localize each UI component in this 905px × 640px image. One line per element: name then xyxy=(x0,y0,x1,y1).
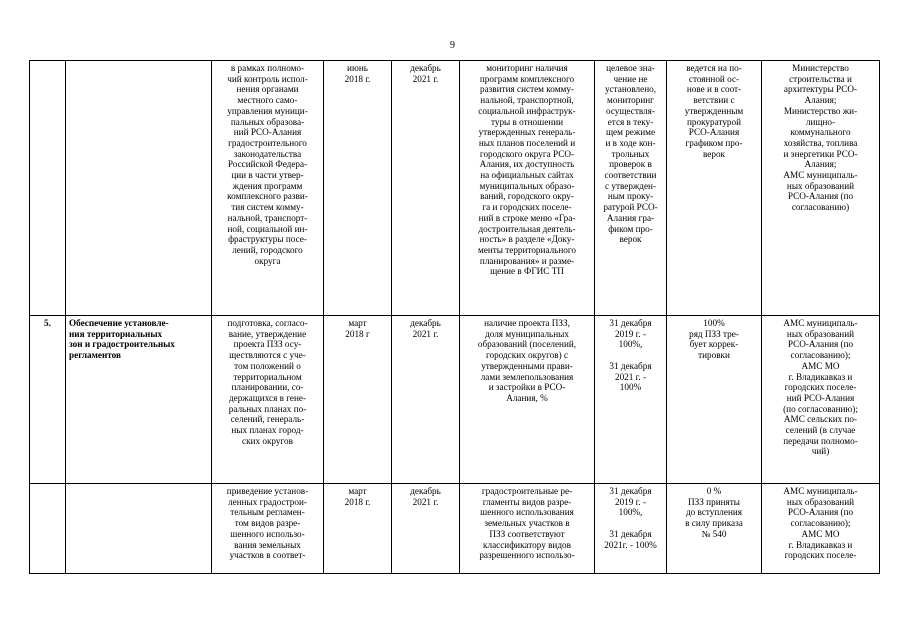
target-value-line: мониторинг xyxy=(607,95,654,106)
action-text-line: том положений о xyxy=(234,360,301,371)
target-value-line xyxy=(598,350,663,361)
end-date-line: декабрь xyxy=(410,63,441,73)
responsible-party-line: АМС МО xyxy=(801,528,840,539)
action-text-line: шенного использо- xyxy=(230,528,305,539)
responsible-party-line: АМС муниципаль- xyxy=(783,318,858,328)
measure-name-cell xyxy=(66,316,212,484)
responsible-party-line: Алания; xyxy=(804,95,837,106)
responsible-party-line: РСО-Алания (по xyxy=(787,191,854,202)
page-number: 9 xyxy=(450,40,455,51)
indicator-text-line: социальной инфраструк- xyxy=(478,105,576,116)
indicator-text-line: планирования» и разме- xyxy=(479,255,575,266)
target-value-line: 31 декабря xyxy=(609,528,652,539)
target-value-line: ратурой РСО- xyxy=(603,202,658,213)
responsible-party-line: РСО-Алания (по xyxy=(787,507,854,518)
action-text-line: нальной, транспорт- xyxy=(227,212,308,223)
target-value-line: верок xyxy=(619,234,642,245)
responsible-party-line: ных образований xyxy=(786,328,855,339)
responsible-party-line: коммунального xyxy=(790,127,851,138)
responsible-party-line: согласованию); xyxy=(790,518,851,529)
status-text-line: в силу приказа xyxy=(685,518,743,529)
action-text-line: держащихся в гене- xyxy=(228,392,307,403)
table-row xyxy=(30,61,880,316)
action-text-line: градостроительного xyxy=(228,137,307,148)
indicator-text-line: Алания, их доступность xyxy=(479,159,575,170)
target-value-line: 2019 г. - xyxy=(614,496,647,507)
indicator-text-line: гламенты видов разре- xyxy=(482,496,572,507)
action-text-line: проекта ПЗЗ осу- xyxy=(233,339,302,350)
action-text-line: управления муници- xyxy=(227,105,308,116)
target-value-line: проверок в xyxy=(609,159,652,170)
action-text-cell xyxy=(212,484,324,574)
status-text-line: РСО-Алания xyxy=(688,127,740,138)
indicator-text-line: мониторинг наличия xyxy=(486,63,568,73)
indicator-text-line: ность» в разделе «Доку- xyxy=(479,234,575,245)
status-text-cell xyxy=(667,61,762,316)
responsible-party-cell xyxy=(762,61,880,316)
indicator-text-line: ных планов поселений и xyxy=(478,137,576,148)
indicator-text-line: земельных участков в xyxy=(484,518,570,529)
target-value-line: 31 декабря xyxy=(609,318,652,328)
indicator-text-line: на официальных сайтах xyxy=(480,170,574,181)
measure-name-cell xyxy=(66,484,212,574)
responsible-party-line: строительства и xyxy=(789,73,852,84)
indicator-text-line: городского округа РСО- xyxy=(479,148,575,159)
target-value-line: с утвержден- xyxy=(604,180,657,191)
responsible-party-cell xyxy=(762,484,880,574)
target-value-line: щем режиме xyxy=(605,127,656,138)
status-text-line: ведется на по- xyxy=(686,63,742,73)
status-text-line: 100% xyxy=(703,318,725,328)
plan-table xyxy=(29,60,880,574)
responsible-party-line: согласованию) xyxy=(791,202,850,213)
responsible-party-line: АМС муниципаль- xyxy=(783,170,858,181)
target-value-line: 2021 г. - xyxy=(614,371,647,382)
status-text-line: ПЗЗ приняты xyxy=(688,496,740,507)
target-value-line: трольных xyxy=(611,148,650,159)
action-text-line: лений, городского xyxy=(232,244,303,255)
action-text-line: приведение установ- xyxy=(226,486,309,496)
target-value-cell xyxy=(595,61,667,316)
indicator-text-line: градостроительные ре- xyxy=(481,486,573,496)
responsible-party-line: Министерство жи- xyxy=(783,105,858,116)
indicator-text-line: туры в отношении xyxy=(490,116,564,127)
indicator-text-line: га и городских поселе- xyxy=(482,202,572,213)
responsible-party-line: чий) xyxy=(811,446,830,457)
status-text-line: ветствии с xyxy=(693,95,735,106)
target-value-line: ным проку- xyxy=(607,191,654,202)
responsible-party-line: АМС сельских по- xyxy=(783,414,858,425)
status-text-line: верок xyxy=(702,148,725,159)
indicator-text-line: лами землепользования xyxy=(480,371,574,382)
target-value-line: 2021г. - 100% xyxy=(604,539,657,550)
indicator-text-cell xyxy=(460,61,595,316)
indicator-text-line: шенного использования xyxy=(480,507,574,518)
target-value-line: 100% xyxy=(619,382,642,393)
target-value-line: 100%, xyxy=(618,339,643,350)
responsible-party-line: г. Владикавказ и xyxy=(788,539,853,550)
target-value-line xyxy=(598,518,663,529)
action-text-line: территориальном xyxy=(233,371,302,382)
action-text-line: участков в соответ- xyxy=(229,550,306,561)
start-date-line: июнь xyxy=(347,63,368,73)
action-text-line: подготовка, согласо- xyxy=(227,318,308,328)
target-value-line: 2019 г. - xyxy=(614,328,647,339)
measure-name-cell xyxy=(66,61,212,316)
target-value-cell xyxy=(595,316,667,484)
indicator-text-line: утвержденными прави- xyxy=(481,360,573,371)
responsible-party-line: РСО-Алания (по xyxy=(787,339,854,350)
indicator-text-cell xyxy=(460,484,595,574)
measure-name-line: Обеспечение установле- xyxy=(69,318,169,328)
status-text-line: стоянной ос- xyxy=(688,73,740,84)
action-text-line: ских округов xyxy=(242,435,293,446)
responsible-party-line: городских поселе- xyxy=(784,550,857,561)
action-text-line: вание, утверждение xyxy=(228,328,307,339)
action-text-line: ленных градострои- xyxy=(228,496,307,507)
action-text-line: законодательства xyxy=(233,148,302,159)
end-date-line: 2021 г. xyxy=(412,73,439,84)
action-text-line: пальных образова- xyxy=(230,116,305,127)
measure-name-line: регламентов xyxy=(69,350,121,361)
start-date-cell xyxy=(324,316,392,484)
target-value-line: установлено, xyxy=(604,84,657,95)
indicator-text-line: и застройки в РСО- xyxy=(488,382,566,393)
action-text-line: округа xyxy=(254,255,281,266)
target-value-cell xyxy=(595,484,667,574)
row-number-cell: 5. xyxy=(30,316,66,484)
action-text-line: Российской Федера- xyxy=(227,159,308,170)
status-text-line: ряд ПЗЗ тре- xyxy=(689,328,739,339)
responsible-party-line: Министерство xyxy=(792,63,849,73)
indicator-text-line: наличие проекта ПЗЗ, xyxy=(484,318,570,328)
action-text-cell xyxy=(212,316,324,484)
action-text-line: комплексного разви- xyxy=(227,191,308,202)
status-text-line: 0 % xyxy=(706,486,722,496)
target-value-line: и в ходе кон- xyxy=(605,137,656,148)
action-text-line: фраструктуры посе- xyxy=(228,234,307,245)
action-text-line: чий контроль испол- xyxy=(227,73,308,84)
responsible-party-line: ных образований xyxy=(786,180,855,191)
action-text-line: вания земельных xyxy=(234,539,301,550)
end-date-line: 2021 г. xyxy=(412,328,439,339)
status-text-line: утвержденным xyxy=(684,105,744,116)
indicator-text-line: ПЗЗ соответствуют xyxy=(489,528,565,539)
responsible-party-line: г. Владикавказ и xyxy=(788,371,853,382)
action-text-line: тельным регламен- xyxy=(230,507,305,518)
action-text-cell xyxy=(212,61,324,316)
indicator-text-line: утвержденных генераль- xyxy=(478,127,576,138)
responsible-party-line: Алания; xyxy=(804,159,837,170)
end-date-cell xyxy=(392,316,460,484)
action-text-line: ний РСО-Алания xyxy=(233,127,302,138)
start-date-cell xyxy=(324,61,392,316)
end-date-line: декабрь xyxy=(410,486,441,496)
end-date-cell xyxy=(392,61,460,316)
action-text-line: ции в части утвер- xyxy=(231,170,304,181)
target-value-line: 31 декабря xyxy=(609,486,652,496)
responsible-party-line: (по согласованию); xyxy=(783,403,858,414)
indicator-text-line: разрешенного использо- xyxy=(479,550,575,561)
indicator-text-line: ваний, городского окру- xyxy=(480,191,574,202)
action-text-line: нения органами xyxy=(236,84,299,95)
responsible-party-line: хозяйства, топлива xyxy=(783,137,858,148)
target-value-line: 31 декабря xyxy=(609,360,652,371)
indicator-text-line: образований (поселений, xyxy=(477,339,577,350)
start-date-line: 2018 г. xyxy=(344,496,371,507)
action-text-line: ральных планах по- xyxy=(228,403,307,414)
action-text-line: селений, генераль- xyxy=(230,414,305,425)
responsible-party-line: селений (в случае xyxy=(785,425,856,436)
indicator-text-line: достроительная деятель- xyxy=(478,223,576,234)
indicator-text-line: развития систем комму- xyxy=(480,84,574,95)
start-date-line: март xyxy=(348,486,367,496)
responsible-party-line: лищно- xyxy=(805,116,836,127)
start-date-cell xyxy=(324,484,392,574)
row-number-cell xyxy=(30,484,66,574)
target-value-line: осуществля- xyxy=(606,105,655,116)
status-text-line: нове и в соот- xyxy=(686,84,742,95)
responsible-party-line: ных образований xyxy=(786,496,855,507)
action-text-line: ных планах город- xyxy=(231,425,304,436)
target-value-line: Алания гра- xyxy=(606,212,655,223)
responsible-party-line: ний РСО-Алания xyxy=(786,392,855,403)
end-date-line: декабрь xyxy=(410,318,441,328)
target-value-line: чение не xyxy=(613,73,648,84)
indicator-text-line: программ комплексного xyxy=(479,73,575,84)
target-value-line: ется в теку- xyxy=(607,116,654,127)
responsible-party-line: архитектуры РСО- xyxy=(783,84,858,95)
responsible-party-line: согласованию); xyxy=(790,350,851,361)
responsible-party-cell xyxy=(762,316,880,484)
status-text-line: до вступления xyxy=(685,507,743,518)
start-date-line: 2018 г. xyxy=(344,73,371,84)
action-text-line: местного само- xyxy=(237,95,298,106)
indicator-text-line: ний в строке меню «Гра- xyxy=(478,212,576,223)
responsible-party-line: АМС МО xyxy=(801,360,840,371)
indicator-text-line: нальной, транспортной, xyxy=(480,95,574,106)
indicator-text-line: менты территориального xyxy=(477,244,577,255)
end-date-cell xyxy=(392,484,460,574)
responsible-party-line: городских поселе- xyxy=(784,382,857,393)
responsible-party-line: передачи полномо- xyxy=(783,435,858,446)
table-row xyxy=(30,316,880,484)
action-text-line: тия систем комму- xyxy=(231,202,304,213)
status-text-cell xyxy=(667,484,762,574)
measure-name-line: зон и градостроительных xyxy=(69,339,175,350)
action-text-line: планировании, со- xyxy=(231,382,304,393)
status-text-cell xyxy=(667,316,762,484)
table-row xyxy=(30,484,880,574)
indicator-text-line: городских округов) с xyxy=(485,350,569,361)
action-text-line: ной, социальной ин- xyxy=(227,223,308,234)
target-value-line: фиком про- xyxy=(608,223,653,234)
target-value-line: 100%, xyxy=(618,507,643,518)
indicator-text-cell xyxy=(460,316,595,484)
action-text-line: ществляются с уче- xyxy=(229,350,306,361)
action-text-line: ждения программ xyxy=(232,180,303,191)
status-text-line: тировки xyxy=(698,350,730,361)
action-text-line: том видов разре- xyxy=(234,518,301,529)
row-number-cell xyxy=(30,61,66,316)
indicator-text-line: Алания, % xyxy=(506,392,548,403)
start-date-line: март xyxy=(348,318,367,328)
status-text-line: графиком про- xyxy=(685,137,743,148)
target-value-line: целевое зна- xyxy=(606,63,655,73)
target-value-line: соответствии xyxy=(604,170,657,181)
responsible-party-line: АМС муниципаль- xyxy=(783,486,858,496)
end-date-line: 2021 г. xyxy=(412,496,439,507)
indicator-text-line: щение в ФГИС ТП xyxy=(490,266,564,277)
indicator-text-line: классификатору видов xyxy=(483,539,571,550)
indicator-text-line: муниципальных образо- xyxy=(479,180,575,191)
status-text-line: № 540 xyxy=(701,528,727,539)
status-text-line: бует коррек- xyxy=(689,339,739,350)
measure-name-line: ния территориальных xyxy=(69,328,163,339)
responsible-party-line: и энергетики РСО- xyxy=(783,148,858,159)
start-date-line: 2018 г xyxy=(345,328,370,339)
indicator-text-line: доля муниципальных xyxy=(485,328,569,339)
status-text-line: прокуратурой xyxy=(686,116,742,127)
action-text-line: в рамках полномо- xyxy=(230,63,305,73)
